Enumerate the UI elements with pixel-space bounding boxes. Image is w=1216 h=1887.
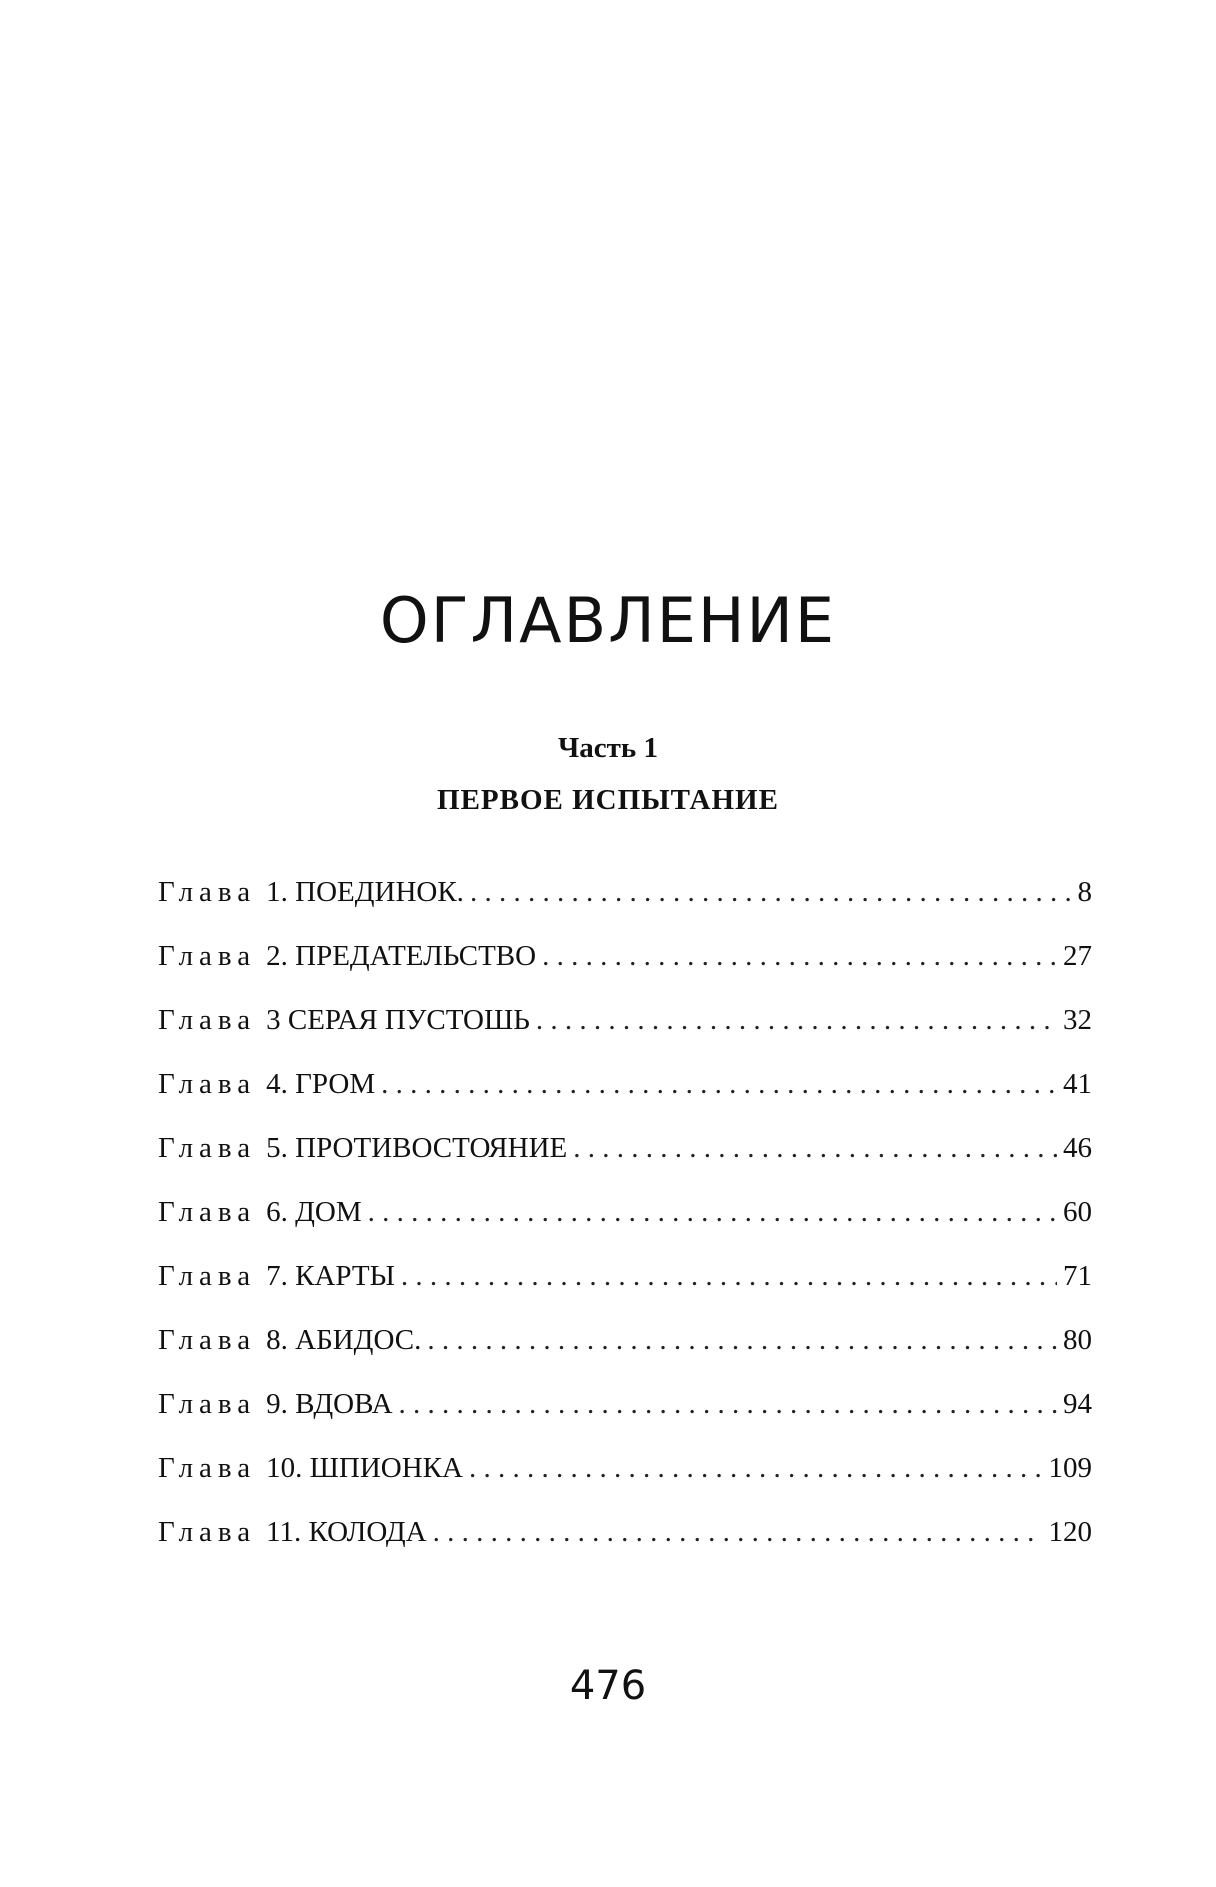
toc-entry (158, 1002, 1092, 1066)
chapter-label: Глава (158, 1196, 257, 1228)
chapter-page: 60 (1063, 1196, 1092, 1228)
chapter-label: Глава (158, 1132, 257, 1164)
chapter-title: 4. ГРОМ (266, 1068, 376, 1100)
toc-entry (158, 1322, 1092, 1386)
dot-leader (542, 938, 1057, 974)
dot-leader (427, 1322, 1057, 1358)
chapter-page: 80 (1063, 1324, 1092, 1356)
toc-entry (158, 1258, 1092, 1322)
dot-leader (368, 1194, 1057, 1230)
part-title: ПЕРВОЕ ИСПЫТАНИЕ (437, 784, 779, 816)
chapter-title: 5. ПРОТИВОСТОЯНИЕ (266, 1132, 568, 1164)
chapter-label: Глава (158, 1324, 257, 1356)
dot-leader (573, 1130, 1057, 1166)
dot-leader (469, 1450, 1043, 1486)
toc-entry (158, 1386, 1092, 1450)
chapter-title: 8. АБИДОС. (266, 1324, 422, 1356)
toc-entry (158, 874, 1092, 938)
chapter-title: 1. ПОЕДИНОК. (266, 876, 464, 908)
chapter-label: Глава (158, 1068, 257, 1100)
toc-heading: ОГЛАВЛЕНИЕ (379, 583, 837, 657)
chapter-label: Глава (158, 1388, 257, 1420)
chapter-label: Глава (158, 1452, 257, 1484)
chapter-page: 8 (1077, 876, 1092, 908)
chapter-page: 32 (1063, 1004, 1092, 1036)
dot-leader (381, 1066, 1057, 1102)
dot-leader (399, 1386, 1057, 1422)
chapter-label: Глава (158, 876, 257, 908)
chapter-page: 71 (1063, 1260, 1092, 1292)
chapter-page: 109 (1048, 1452, 1092, 1484)
part-label: Часть 1 (558, 732, 658, 764)
chapter-title: 6. ДОМ (266, 1196, 362, 1228)
dot-leader (401, 1258, 1057, 1294)
toc-entry (158, 1194, 1092, 1258)
chapter-page: 94 (1063, 1388, 1092, 1420)
dot-leader (433, 1514, 1043, 1550)
toc-entry (158, 1450, 1092, 1514)
chapter-title: 7. КАРТЫ (266, 1260, 395, 1292)
dot-leader (470, 874, 1072, 910)
chapter-page: 46 (1063, 1132, 1092, 1164)
toc-entry (158, 938, 1092, 1002)
chapter-title: 3 СЕРАЯ ПУСТОШЬ (266, 1004, 530, 1036)
toc-list (158, 874, 1092, 1578)
chapter-page: 27 (1063, 940, 1092, 972)
chapter-page: 41 (1063, 1068, 1092, 1100)
chapter-page: 120 (1048, 1516, 1092, 1548)
chapter-title: 11. КОЛОДА (266, 1516, 427, 1548)
page-number: 476 (569, 1663, 647, 1709)
toc-entry (158, 1066, 1092, 1130)
toc-entry (158, 1514, 1092, 1578)
chapter-title: 10. ШПИОНКА (266, 1452, 463, 1484)
chapter-title: 9. ВДОВА (266, 1388, 393, 1420)
chapter-label: Глава (158, 940, 257, 972)
chapter-title: 2. ПРЕДАТЕЛЬСТВО (266, 940, 537, 972)
chapter-label: Глава (158, 1004, 257, 1036)
chapter-label: Глава (158, 1260, 257, 1292)
chapter-label: Глава (158, 1516, 257, 1548)
dot-leader (536, 1002, 1057, 1038)
toc-entry (158, 1130, 1092, 1194)
